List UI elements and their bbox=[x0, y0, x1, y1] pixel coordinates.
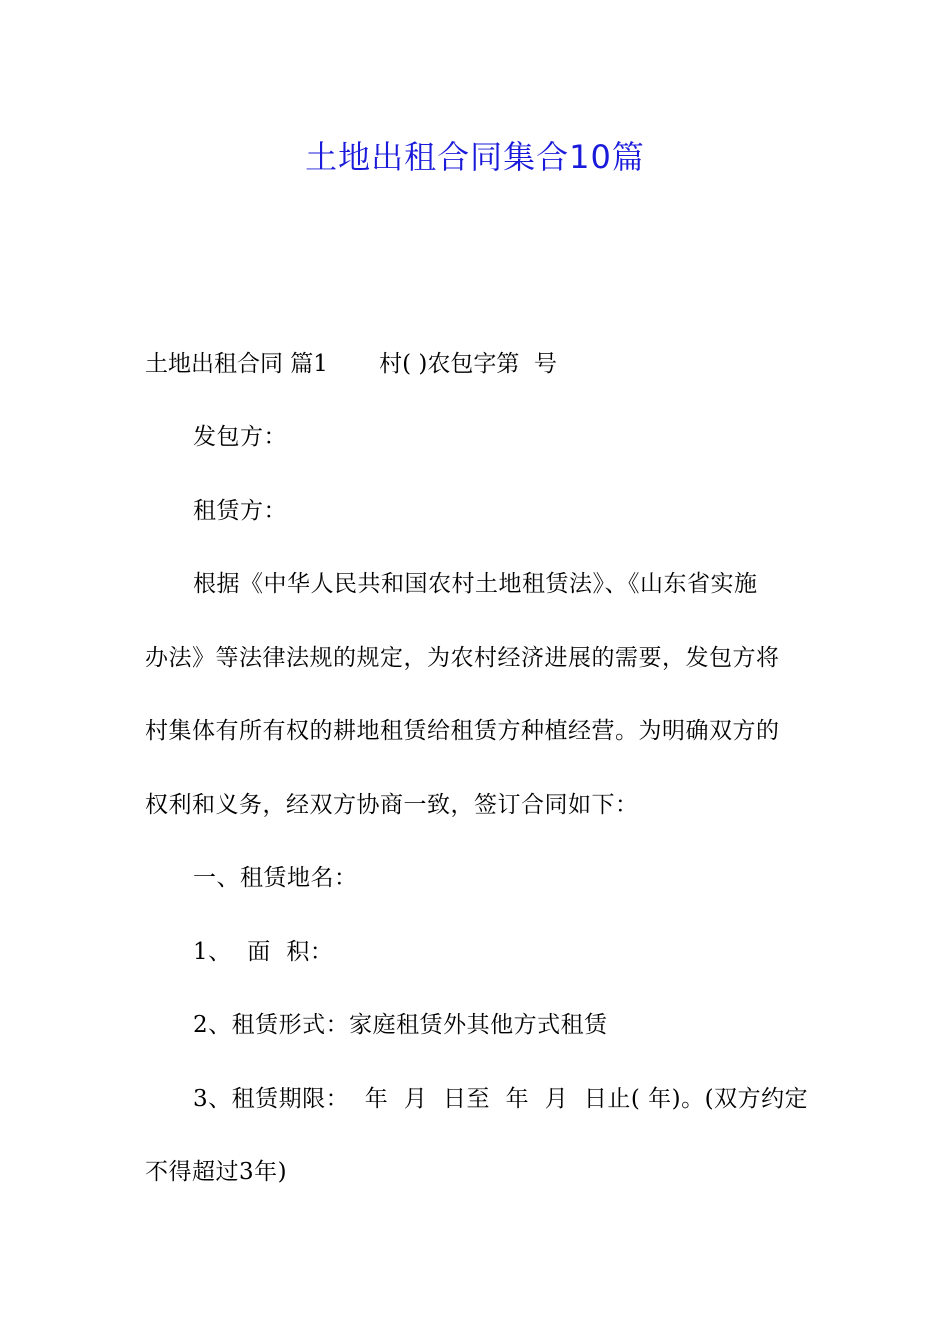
lessee-party-line: 租赁方： bbox=[193, 497, 287, 524]
section-heading: 一、租赁地名： bbox=[193, 865, 358, 891]
paragraph-line: 权利和义务，经双方协商一致，签订合同如下： bbox=[145, 791, 639, 818]
clause-item: 1、 面 积： bbox=[193, 938, 334, 965]
document-body bbox=[145, 401, 807, 1210]
clause-item-continuation: 不得超过3年) bbox=[145, 1159, 288, 1185]
contract-header-line: 土地出租合同 篇1 村( )农包字第 号 bbox=[145, 351, 558, 377]
paragraph-line: 根据《中华人民共和国农村土地租赁法》、《山东省实施 bbox=[193, 571, 758, 597]
clause-item: 2、租赁形式：家庭租赁外其他方式租赁 bbox=[193, 1012, 608, 1038]
paragraph-line: 办法》等法律法规的规定，为农村经济进展的需要，发包方将 bbox=[145, 644, 780, 671]
clause-item: 3、租赁期限： 年 月 日至 年 月 日止( 年)。(双方约定 bbox=[193, 1085, 809, 1112]
contractor-party-line: 发包方： bbox=[193, 424, 287, 450]
document-title: 土地出租合同集合10篇 bbox=[305, 138, 645, 176]
paragraph-line: 村集体有所有权的耕地租赁给租赁方种植经营。为明确双方的 bbox=[145, 718, 780, 744]
